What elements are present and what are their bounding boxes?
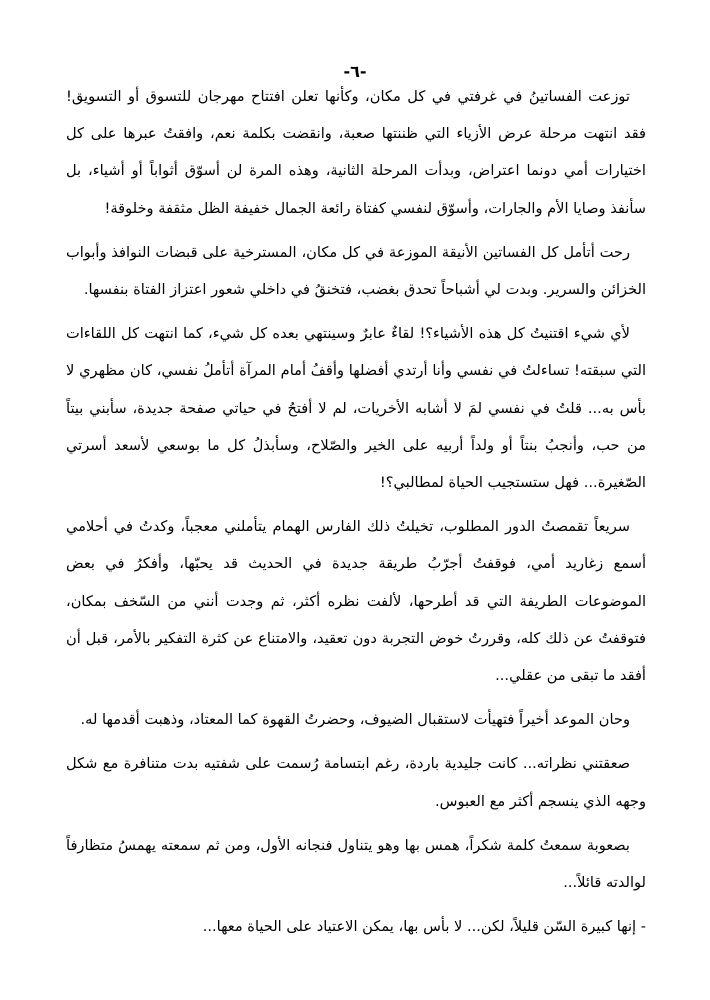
- paragraph: صعقتني نظراته... كانت جليدية باردة، رغم ابتسامة رُسمت على شفتيه بدت متنافرة مع شكل وجهه الذي ينسجم أكثر مع العبوس.: [66, 755, 646, 810]
- page-body: [66, 78, 646, 952]
- paragraph: سريعاً تقمصتُ الدور المطلوب، تخيلتُ ذلك الفارس الهمام يتأملني معجباً، وكدتُ في أحلامي أسمع زغاريد أمي، فوقفتُ أجرّبُ طريقة جديدة في الحديث قد يحبّها، وأفكرُ في بعض الموضوعات الطريفة التي قد أطرحها، لألفت نظره أكثر، ثم وجدت أنني من السّخف بمكان، فتوقفتُ عن ذلك كله، وقررتُ خوض التجربة دون تعقيد، والامتناع عن كثرة التفكير بالأمر، قبل أن أفقد ما تبقى من عقلي...: [66, 518, 646, 685]
- paragraph: لأي شيء اقتنيتُ كل هذه الأشياء؟! لقاءٌ عابرٌ وسينتهي بعده كل شيء، كما انتهت كل اللقاءات التي سبقته! تساءلتُ في نفسي وأنا أرتدي أفضلها وأقفُ أمام المرآة أتأملُ نفسي، كان مظهري لا بأس به... قلتُ في نفسي لمَ لا أشابه الأخريات، لم لا أفتحُ في حياتي صفحة جديدة، سأبني بيتاً من حب، وأنجبُ بنتاً أو ولداً أربيه على الخير والصّلاح، وسأبذلُ كل ما بوسعي لأسعد أسرتي الصّغيرة... فهل ستستجيب الحياة لمطالبي؟!: [66, 325, 646, 492]
- dialogue-line: - إنها كبيرة السّن قليلاً، لكن... لا بأس بها، يمكن الاعتياد على الحياة معها...: [202, 918, 646, 936]
- paragraph: توزعت الفساتينُ في غرفتي في كل مكان، وكأنها تعلن افتتاح مهرجان للتسوق أو التسويق! فقد انتهت مرحلة عرض الأزياء التي ظننتها صعبة، وانقضت بكلمة نعم، وافقتُ عبرها على كل اختيارات أمي دونما اعتراض، وبدأت المرحلة الثانية، وهذه المرة لن أسوّق أثواباً أو أشياء، بل سأنفذ وصايا الأم والجارات، وأسوّق لنفسي كفتاة رائعة الجمال خفيفة الظل مثقفة وخلوقة!: [66, 88, 646, 217]
- page-number: -٦-: [343, 62, 367, 81]
- paragraph: بصعوبة سمعتُ كلمة شكراً، همس بها وهو يتناول فنجانه الأول، ومن ثم سمعته يهمسُ متظارفاً لوالدته قائلاً...: [66, 836, 646, 892]
- paragraph: رحت أتأمل كل الفساتين الأنيقة الموزعة في كل مكان، المسترخية على قبضات النوافذ وأبواب الخزائن والسرير. وبدت لي أشباحاً تحدق بغضب، فتخنقُ في داخلي شعور اعتزاز الفتاة بنفسها.: [66, 243, 646, 299]
- paragraph: وحان الموعد أخيراً فتهيأت لاستقبال الضيوف، وحضرتُ القهوة كما المعتاد، وذهبت أقدمها له.: [80, 711, 630, 729]
